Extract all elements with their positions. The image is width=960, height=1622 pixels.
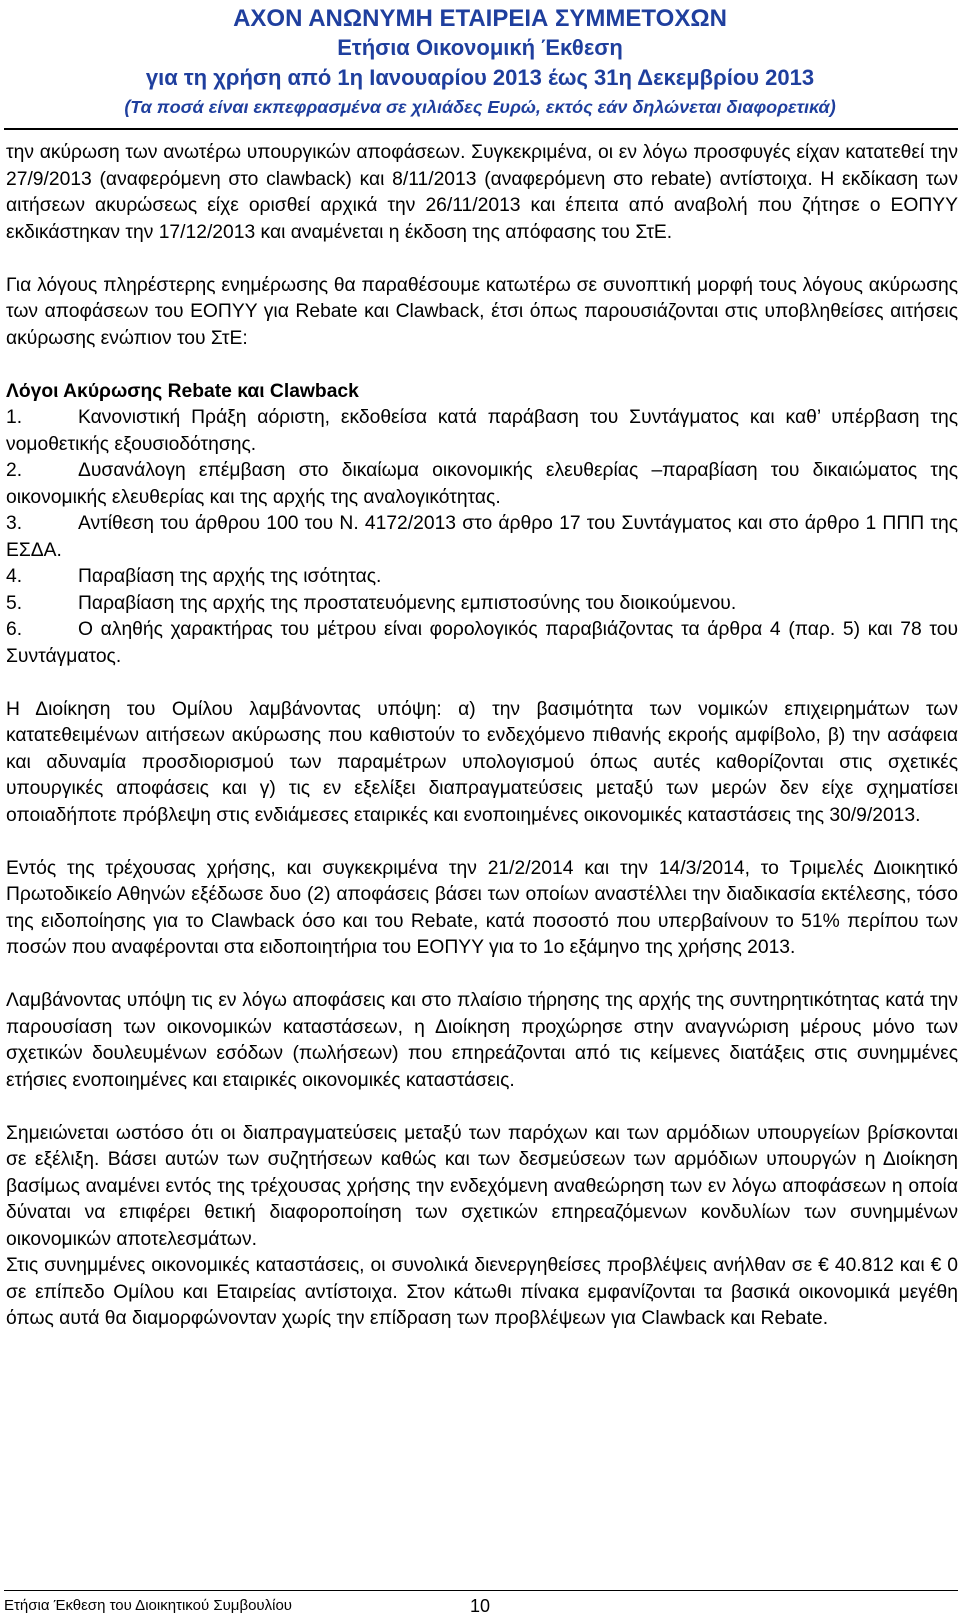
list-item-text: Αντίθεση του άρθρου 100 του Ν. 4172/2013 στο άρθρο 17 του Συντάγματος και στο άρθρο 1 ΠΠΠ της ΕΣΔΑ. [6,513,958,561]
paragraph-revenue-recognition: Λαμβάνοντας υπόψη τις εν λόγω αποφάσεις και στο πλαίσιο τήρησης της αρχής της συντηρητικότητας κατά την παρουσίαση των οικονομικών καταστάσεων, η Διοίκηση προχώρησε στην αναγνώριση μέρους μόνο των σχετικών δουλευμένων εσόδων (πωλήσεων) που επηρεάζονται από τις κείμενες διατάξεις στις συνημμένες ετήσιες ενοποιημένες και εταιρικές οικονομικές καταστάσεις. [6,990,958,1091]
list-item-number: 2. [6,460,23,481]
list-item-text: Παραβίαση της αρχής της ισότητας. [78,566,382,587]
list-item [6,617,958,670]
list-item-text: Παραβίαση της αρχής της προστατευόμενης εμπιστοσύνης του διοικούμενου. [78,592,737,614]
list-item-number: 6. [6,619,23,640]
list-item [6,405,958,458]
list-item [6,564,958,591]
report-period: για τη χρήση από 1η Ιανουαρίου 2013 έως 31η Δεκεμβρίου 2013 [145,65,815,90]
list-item-text: Ο αληθής χαρακτήρας του μέτρου είναι φορολογικός παραβιάζοντας τα άρθρα 4 (παρ. 5) και 78 του Συντάγματος. [6,619,958,667]
report-header [0,4,960,121]
document-body [6,140,958,1333]
report-title: Ετήσια Οικονομική Έκθεση [337,35,623,60]
page-number: 10 [470,1596,491,1616]
paragraph-negotiations: Σημειώνεται ωστόσο ότι οι διαπραγματεύσεις μεταξύ των παρόχων και των αρμόδιων υπουργείων βρίσκονται σε εξέλιξη. Βάσει αυτών των συζητήσεων καθώς και των δεσμεύσεων των αρμόδιων υπουργών η Διοίκηση βασίμως αναμένει εντός της τρέχουσας χρήσης την ενδεχόμενη αναθεώρηση των εν λόγω αποφάσεων η οποία δύναται να επιφέρει θετική διαφοροποίηση των σχετικών επηρεαζόμενων κονδυλίων των συνημμένων οικονομικών αποτελεσμάτων. [6,1122,958,1250]
list-item-text: Κανονιστική Πράξη αόριστη, εκδοθείσα κατά παράβαση του Συντάγματος και καθ’ υπέρβαση της νομοθετικής εξουσιοδότησης. [6,407,958,455]
list-item-number: 5. [6,592,23,614]
paragraph-provisions: Στις συνημμένες οικονομικές καταστάσεις, οι συνολικά διενεργηθείσες προβλέψεις ανήλθαν σε € 40.812 και € 0 σε επίπεδο Ομίλου και Εταιρείας αντίστοιχα. Στον κάτωθι πίνακα εμφανίζονται τα βασικά οικονομικά μεγέθη όπως αυτά θα διαμορφώνονταν χωρίς την επίδραση των προβλέψεων για Clawback και Rebate. [6,1255,958,1329]
footer-label: Ετήσια Έκθεση του Διοικητικού Συμβουλίου [4,1597,293,1614]
paragraph-appeals: την ακύρωση των ανωτέρω υπουργικών αποφάσεων. Συγκεκριμένα, οι εν λόγω προσφυγές είχαν κατατεθεί την 27/9/2013 (αναφερόμενη στο clawback) και 8/11/2013 (αναφερόμενη στο rebate) αντίστοιχα. Η εκδίκαση των αιτήσεων ακυρώσεως είχε ορισθεί αρχικά την 26/11/2013 και έπειτα από αναβολή που ζήτησε ο ΕΟΠΥΥ εκδικάστηκαν την 17/12/2013 και αναμένεται η έκδοση της απόφασης του ΣτΕ. [6,142,958,243]
grounds-list [6,405,958,670]
list-item [6,511,958,564]
list-item-number: 3. [6,513,23,534]
paragraph-management-assessment: Η Διοίκηση του Ομίλου λαμβάνοντας υπόψη: α) την βασιμότητα των νομικών επιχειρημάτων των κατατεθειμένων αιτήσεων ακύρωσης που καθιστούν το ενδεχόμενο πιθανής εκροής αμφίβολο, β) την ασάφεια και αδυναμία προσδιορισμού των παραμέτρων υπολογισμού όπως αυτές καθορίζονται στις σχετικές υπουργικές αποφάσεις και γ) τις εν εξελίξει διαπραγματεύσεις μεταξύ των μερών δεν είχε σχηματίσει οποιαδήποτε πρόβλεψη στις ενδιάμεσες εταιρικές και ενοποιημένες οικονομικές καταστάσεις της 30/9/2013. [6,698,958,826]
list-item [6,458,958,511]
company-name: ΑΧΟΝ ΑΝΩΝΥΜΗ ΕΤΑΙΡΕΙΑ ΣΥΜΜΕΤΟΧΩΝ [233,5,727,32]
header-divider [4,128,958,130]
list-title: Λόγοι Ακύρωσης Rebate και Clawback [6,380,359,402]
list-item [6,591,958,618]
list-item-number: 4. [6,566,23,587]
footer-divider [4,1590,958,1591]
list-item-text: Δυσανάλογη επέμβαση στο δικαίωμα οικονομικής ελευθερίας –παραβίαση του δικαιώματος της οικονομικής ελευθερίας και της αρχής της αναλογικότητας. [6,460,958,508]
page-footer [4,1596,491,1616]
currency-note: (Τα ποσά είναι εκπεφρασμένα σε χιλιάδες Ευρώ, εκτός εάν δηλώνεται διαφορετικά) [124,97,836,117]
paragraph-court-decisions: Εντός της τρέχουσας χρήσης, και συγκεκριμένα την 21/2/2014 και την 14/3/2014, το Τριμελές Διοικητικό Πρωτοδικείο Αθηνών εξέδωσε δυο (2) αποφάσεις βάσει των οποίων αναστέλλει την διαδικασία εκτέλεσης, τόσο της ειδοποίησης για το Clawback όσο και του Rebate, κατά ποσοστό που υπερβαίνουν το 51% περίπου των ποσών που αναφέρονται στα ειδοποιητήρια του ΕΟΠΥΥ για το 1ο εξάμηνο της χρήσης 2013. [6,857,958,958]
list-item-number: 1. [6,407,23,428]
paragraph-grounds-intro: Για λόγους πληρέστερης ενημέρωσης θα παραθέσουμε κατωτέρω σε συνοπτική μορφή τους λόγους ακύρωσης των αποφάσεων του ΕΟΠΥΥ για Rebate και Clawback, έτσι όπως παρουσιάζονται στις υποβληθείσες αιτήσεις ακύρωσης ενώπιον του ΣτΕ: [6,274,958,349]
